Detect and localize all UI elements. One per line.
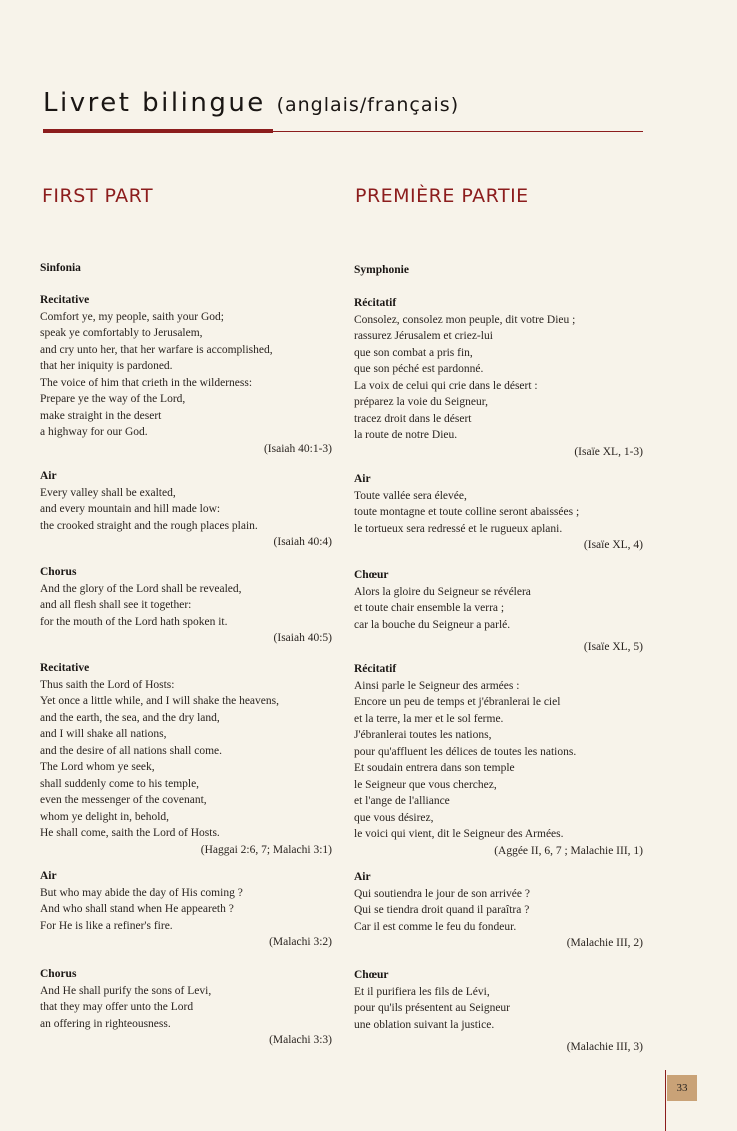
verse-line: Thus saith the Lord of Hosts:: [40, 678, 175, 691]
verse-line: And He shall purify the sons of Levi,: [40, 984, 212, 997]
verse-line: Alors la gloire du Seigneur se révélera: [354, 585, 531, 598]
verse-line: toute montagne et toute colline seront abaissées ;: [354, 506, 580, 518]
section-heading: Air: [354, 871, 371, 883]
scripture-reference: (Isaiah 40:1-3): [263, 442, 332, 455]
verse-line: and cry unto her, that her warfare is accomplished,: [40, 343, 273, 356]
french-section-recitatif-2: [354, 661, 643, 859]
verse-line: et toute chair ensemble la verra ;: [354, 602, 505, 614]
page-title-subtitle: (anglais/français): [276, 94, 460, 116]
verse-line: le tortueux sera redressé et le rugueux aplani.: [354, 522, 563, 535]
verse-line: Ainsi parle le Seigneur des armées :: [354, 679, 520, 692]
section-heading: Chœur: [354, 569, 389, 581]
verse-line: speak ye comfortably to Jerusalem,: [40, 327, 203, 339]
verse-line: et l'ange de l'alliance: [354, 795, 450, 807]
french-section-choeur-2: [354, 967, 643, 1056]
english-section-sinfonia: [40, 260, 332, 277]
french-section-air-1: [354, 471, 643, 554]
verse-line: tracez droit dans le désert: [354, 412, 472, 425]
french-section-recitatif-1: [354, 295, 643, 460]
verse-line: pour qu'ils présentent au Seigneur: [354, 1002, 511, 1014]
verse-line: Car il est comme le feu du fondeur.: [354, 920, 517, 933]
scripture-reference: (Haggai 2:6, 7; Malachi 3:1): [200, 843, 332, 856]
english-section-air-2: [40, 868, 332, 951]
section-heading: Air: [40, 470, 57, 482]
scripture-reference: (Malachi 3:2): [269, 936, 332, 948]
verse-line: and every mountain and hill made low:: [40, 503, 221, 515]
verse-line: le Seigneur que vous cherchez,: [354, 778, 497, 791]
french-section-choeur-1: [354, 567, 643, 656]
scripture-reference: (Isaiah 40:5): [273, 632, 332, 644]
verse-line: Qui soutiendra le jour de son arrivée ?: [354, 887, 530, 900]
english-section-air-1: [40, 468, 332, 551]
verse-line: que son combat a pris fin,: [354, 346, 473, 359]
section-heading: Recitative: [40, 294, 90, 306]
verse-line: The voice of him that crieth in the wilderness:: [40, 376, 253, 389]
verse-line: rassurez Jérusalem et criez-lui: [354, 330, 493, 342]
section-heading: Récitatif: [354, 297, 397, 309]
english-section-chorus-2: [40, 966, 332, 1049]
scripture-reference: (Malachi 3:3): [269, 1034, 332, 1046]
scripture-reference: (Isaïe XL, 1-3): [574, 445, 643, 458]
verse-line: But who may abide the day of His coming ?: [40, 886, 243, 899]
scripture-reference: (Isaïe XL, 5): [583, 641, 643, 653]
verse-line: that her iniquity is pardoned.: [40, 360, 173, 372]
verse-line: the crooked straight and the rough places plain.: [40, 519, 258, 532]
page-title-main: Livret bilingue: [43, 88, 266, 118]
section-heading: Chœur: [354, 969, 389, 981]
verse-line: pour qu'affluent les délices de toutes les nations.: [354, 745, 577, 758]
verse-line: even the messenger of the covenant,: [40, 794, 207, 806]
verse-line: make straight in the desert: [40, 409, 162, 422]
verse-line: a highway for our God.: [40, 426, 148, 438]
scripture-reference: (Malachie III, 2): [566, 937, 643, 949]
part-title-english: FIRST PART: [42, 185, 154, 207]
verse-line: and I will shake all nations,: [40, 728, 167, 740]
verse-line: Prepare ye the way of the Lord,: [40, 393, 186, 405]
verse-line: an offering in righteousness.: [40, 1017, 171, 1030]
verse-line: Comfort ye, my people, saith your God;: [40, 310, 224, 323]
page-title: [43, 88, 459, 118]
verse-line: and the earth, the sea, and the dry land,: [40, 711, 220, 724]
scripture-reference: (Isaiah 40:4): [273, 536, 332, 548]
verse-line: shall suddenly come to his temple,: [40, 777, 200, 790]
section-heading: Récitatif: [354, 663, 397, 675]
section-heading: Chorus: [40, 566, 77, 578]
verse-line: Yet once a little while, and I will shake the heavens,: [40, 695, 279, 707]
english-section-recitative-1: [40, 292, 332, 457]
verse-line: Every valley shall be exalted,: [40, 486, 176, 499]
verse-line: Et il purifiera les fils de Lévi,: [354, 985, 490, 998]
verse-line: Toute vallée sera élevée,: [354, 489, 467, 502]
part-title-french: PREMIÈRE PARTIE: [355, 185, 529, 207]
english-section-recitative-2: [40, 660, 332, 858]
section-heading: Recitative: [40, 662, 90, 674]
scripture-reference: (Isaïe XL, 4): [583, 539, 643, 551]
verse-line: And who shall stand when He appeareth ?: [40, 903, 234, 915]
section-heading: Sinfonia: [40, 262, 81, 274]
verse-line: that they may offer unto the Lord: [40, 1001, 194, 1013]
margin-rule: [665, 1070, 666, 1131]
verse-line: And the glory of the Lord shall be revealed,: [40, 582, 242, 595]
scripture-reference: (Aggée II, 6, 7 ; Malachie III, 1): [494, 844, 643, 857]
verse-line: la route de notre Dieu.: [354, 429, 458, 441]
verse-line: For He is like a refiner's fire.: [40, 919, 173, 932]
french-section-symphonie: [354, 262, 643, 279]
verse-line: que vous désirez,: [354, 811, 434, 824]
verse-line: and all flesh shall see it together:: [40, 599, 192, 611]
verse-line: Et soudain entrera dans son temple: [354, 762, 515, 774]
section-heading: Air: [40, 870, 57, 882]
title-rule: [273, 131, 643, 132]
verse-line: le voici qui vient, dit le Seigneur des Armées.: [354, 828, 564, 840]
verse-line: J'ébranlerai toutes les nations,: [354, 729, 492, 741]
verse-line: une oblation suivant la justice.: [354, 1018, 495, 1031]
english-section-chorus-1: [40, 564, 332, 647]
section-heading: Chorus: [40, 968, 77, 980]
verse-line: He shall come, saith the Lord of Hosts.: [40, 827, 220, 839]
verse-line: for the mouth of the Lord hath spoken it.: [40, 615, 228, 628]
verse-line: car la bouche du Seigneur a parlé.: [354, 618, 511, 631]
section-heading: Symphonie: [354, 264, 409, 276]
verse-line: et la terre, la mer et le sol ferme.: [354, 712, 504, 725]
verse-line: The Lord whom ye seek,: [40, 761, 155, 773]
page-number: 33: [667, 1075, 697, 1101]
verse-line: and the desire of all nations shall come.: [40, 744, 223, 757]
verse-line: que son péché est pardonné.: [354, 363, 484, 375]
section-heading: Air: [354, 473, 371, 485]
verse-line: whom ye delight in, behold,: [40, 810, 170, 823]
scripture-reference: (Malachie III, 3): [566, 1041, 643, 1053]
verse-line: Qui se tiendra droit quand il paraîtra ?: [354, 904, 530, 916]
verse-line: La voix de celui qui crie dans le désert :: [354, 379, 538, 392]
french-section-air-2: [354, 869, 643, 952]
verse-line: Encore un peu de temps et j'ébranlerai le ciel: [354, 696, 561, 708]
title-rule-accent: [43, 129, 273, 133]
verse-line: préparez la voie du Seigneur,: [354, 396, 488, 408]
verse-line: Consolez, consolez mon peuple, dit votre Dieu ;: [354, 313, 576, 326]
